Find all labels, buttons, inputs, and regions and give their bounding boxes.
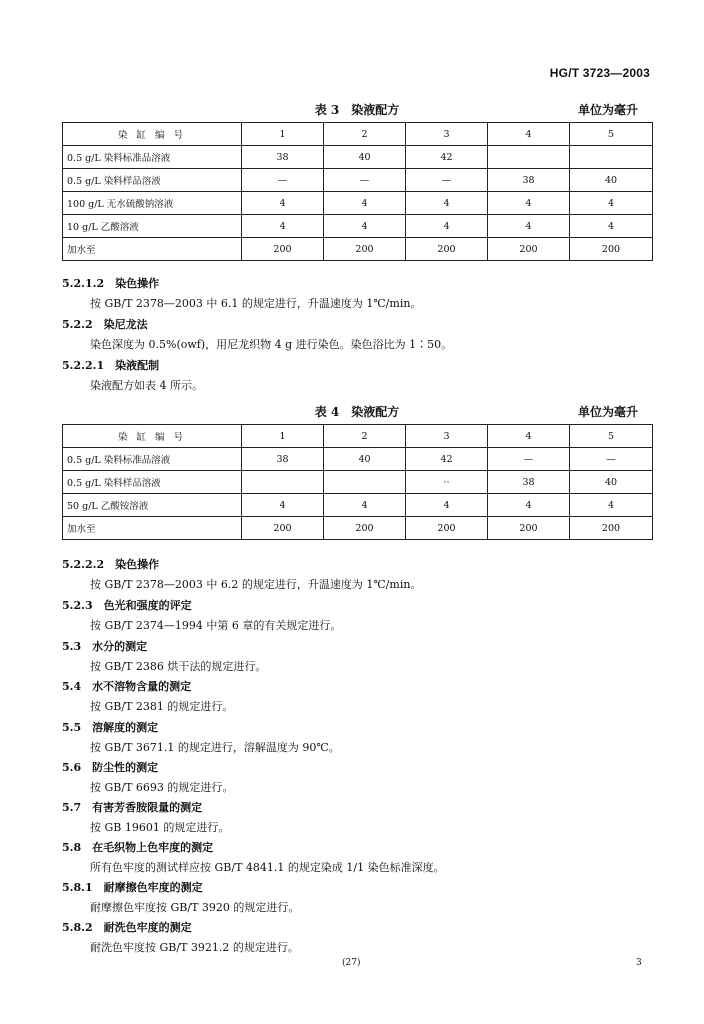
- row-label-cell: 0.5 g/L 染料样品溶液: [63, 471, 242, 494]
- row-label-cell: 50 g/L 乙酸铵溶液: [63, 494, 242, 517]
- table-cell: 4: [406, 494, 488, 517]
- table-cell: 200: [242, 517, 324, 540]
- table-row: [63, 192, 653, 215]
- table-cell: [570, 146, 653, 169]
- table-cell: —: [570, 448, 653, 471]
- section-5-2-1-2-text: 按 GB/T 2378—2003 中 6.1 的规定进行，升温速度为 1℃/min。: [90, 297, 422, 310]
- table3: [62, 122, 653, 261]
- section-5-4-heading: 5.4 水不溶物含量的测定: [62, 680, 192, 693]
- section-5-7-heading: 5.7 有害芳香胺限量的测定: [62, 801, 203, 814]
- section-5-2-3-text: 按 GB/T 2374—1994 中第 6 章的有关规定进行。: [90, 619, 342, 632]
- table-cell: 200: [570, 238, 653, 261]
- section-5-2-2-1-heading: 5.2.2.1 染液配制: [62, 359, 160, 372]
- row-label-cell: 加水至: [63, 517, 242, 540]
- table-cell: 200: [406, 238, 488, 261]
- table-row: [63, 215, 653, 238]
- section-5-8-1-text: 耐摩擦色牢度按 GB/T 3920 的规定进行。: [90, 901, 300, 914]
- section-5-6-text: 按 GB/T 6693 的规定进行。: [90, 781, 234, 794]
- section-5-2-1-2-heading: 5.2.1.2 染色操作: [62, 277, 160, 290]
- table-row: [63, 471, 653, 494]
- table-row: [63, 448, 653, 471]
- table-cell: 200: [324, 517, 406, 540]
- table-row: [63, 238, 653, 261]
- column-header-cell: 3: [406, 425, 488, 448]
- table-cell: 4: [570, 494, 653, 517]
- table-cell: 4: [242, 494, 324, 517]
- table-cell: 40: [324, 146, 406, 169]
- section-5-8-2-text: 耐洗色牢度按 GB/T 3921.2 的规定进行。: [90, 941, 299, 954]
- section-5-2-2-text: 染色深度为 0.5%(owf)，用尼龙织物 4 g 进行染色。染色浴比为 1∶50。: [90, 338, 453, 351]
- section-5-8-2-heading: 5.8.2 耐洗色牢度的测定: [62, 921, 192, 934]
- page-number: 3: [636, 958, 642, 968]
- table4-title: 表 4 染液配方: [314, 405, 400, 419]
- table-cell: ··: [406, 471, 488, 494]
- column-header-cell: 5: [570, 123, 653, 146]
- section-5-2-2-heading: 5.2.2 染尼龙法: [62, 318, 148, 331]
- table-cell: 38: [488, 471, 570, 494]
- row-label-cell: 加水至: [63, 238, 242, 261]
- table-cell: 38: [488, 169, 570, 192]
- column-header-cell: 1: [242, 123, 324, 146]
- section-5-2-3-heading: 5.2.3 色光和强度的评定: [62, 599, 192, 612]
- section-5-2-2-2-heading: 5.2.2.2 染色操作: [62, 558, 160, 571]
- table-cell: 4: [242, 192, 324, 215]
- row-label-cell: 100 g/L 无水硫酸钠溶液: [63, 192, 242, 215]
- table3-unit: 单位为毫升: [577, 103, 638, 117]
- table-cell: 4: [406, 192, 488, 215]
- table-cell: 4: [324, 494, 406, 517]
- column-header-label: 染 缸 编 号: [63, 425, 242, 448]
- table-row: [63, 146, 653, 169]
- section-5-4-text: 按 GB/T 2381 的规定进行。: [90, 700, 234, 713]
- table3-title: 表 3 染液配方: [314, 103, 400, 117]
- section-5-3-text: 按 GB/T 2386 烘干法的规定进行。: [90, 660, 267, 673]
- table-cell: 4: [324, 215, 406, 238]
- row-label-cell: 0.5 g/L 染料标准品溶液: [63, 448, 242, 471]
- table-row: [63, 517, 653, 540]
- section-5-2-2-1-text: 染液配方如表 4 所示。: [90, 379, 203, 392]
- column-header-cell: 2: [324, 123, 406, 146]
- table-cell: 38: [242, 146, 324, 169]
- standard-number: HG/T 3723—2003: [549, 66, 650, 80]
- column-header-cell: 5: [570, 425, 653, 448]
- table-cell: 38: [242, 448, 324, 471]
- table-row: [63, 494, 653, 517]
- table3-caption: [62, 101, 652, 119]
- section-5-3-heading: 5.3 水分的测定: [62, 640, 148, 653]
- table-cell: —: [488, 448, 570, 471]
- table-cell: [324, 471, 406, 494]
- table-cell: 200: [324, 238, 406, 261]
- section-5-5-text: 按 GB/T 3671.1 的规定进行，溶解温度为 90℃。: [90, 741, 340, 754]
- column-header-label: 染 缸 编 号: [63, 123, 242, 146]
- section-5-6-heading: 5.6 防尘性的测定: [62, 761, 159, 774]
- table-cell: [242, 471, 324, 494]
- table-cell: 42: [406, 146, 488, 169]
- table-cell: 200: [488, 238, 570, 261]
- section-5-8-1-heading: 5.8.1 耐摩擦色牢度的测定: [62, 881, 203, 894]
- table-cell: 4: [324, 192, 406, 215]
- row-label-cell: 0.5 g/L 染料样品溶液: [63, 169, 242, 192]
- table-cell: [488, 146, 570, 169]
- table-cell: 4: [242, 215, 324, 238]
- table-cell: 40: [570, 169, 653, 192]
- table-cell: 200: [488, 517, 570, 540]
- table4-caption: [62, 403, 652, 421]
- table-cell: 4: [488, 494, 570, 517]
- table-cell: 42: [406, 448, 488, 471]
- section-5-8-heading: 5.8 在毛织物上色牢度的测定: [62, 841, 214, 854]
- column-header-cell: 2: [324, 425, 406, 448]
- table-cell: 4: [488, 192, 570, 215]
- table-row: [63, 169, 653, 192]
- table-cell: —: [406, 169, 488, 192]
- section-5-8-text: 所有色牢度的测试样应按 GB/T 4841.1 的规定染成 1/1 染色标准深度。: [90, 861, 445, 874]
- table-cell: 200: [570, 517, 653, 540]
- section-5-2-2-2-text: 按 GB/T 2378—2003 中 6.2 的规定进行，升温速度为 1℃/min。: [90, 578, 422, 591]
- column-header-cell: 4: [488, 425, 570, 448]
- table-cell: 200: [406, 517, 488, 540]
- column-header-cell: 1: [242, 425, 324, 448]
- section-5-7-text: 按 GB 19601 的规定进行。: [90, 821, 230, 834]
- table-cell: 4: [406, 215, 488, 238]
- table4: [62, 424, 653, 540]
- footer-center-number: (27): [342, 958, 361, 968]
- table-cell: 4: [570, 192, 653, 215]
- table-cell: 4: [488, 215, 570, 238]
- row-label-cell: 10 g/L 乙酸溶液: [63, 215, 242, 238]
- table-cell: 40: [324, 448, 406, 471]
- column-header-cell: 3: [406, 123, 488, 146]
- table-cell: —: [324, 169, 406, 192]
- table-cell: 40: [570, 471, 653, 494]
- table-header-row: [63, 123, 653, 146]
- section-5-5-heading: 5.5 溶解度的测定: [62, 721, 159, 734]
- row-label-cell: 0.5 g/L 染料标准品溶液: [63, 146, 242, 169]
- table-cell: 4: [570, 215, 653, 238]
- table-cell: —: [242, 169, 324, 192]
- table-header-row: [63, 425, 653, 448]
- column-header-cell: 4: [488, 123, 570, 146]
- table-cell: 200: [242, 238, 324, 261]
- table4-unit: 单位为毫升: [577, 405, 638, 419]
